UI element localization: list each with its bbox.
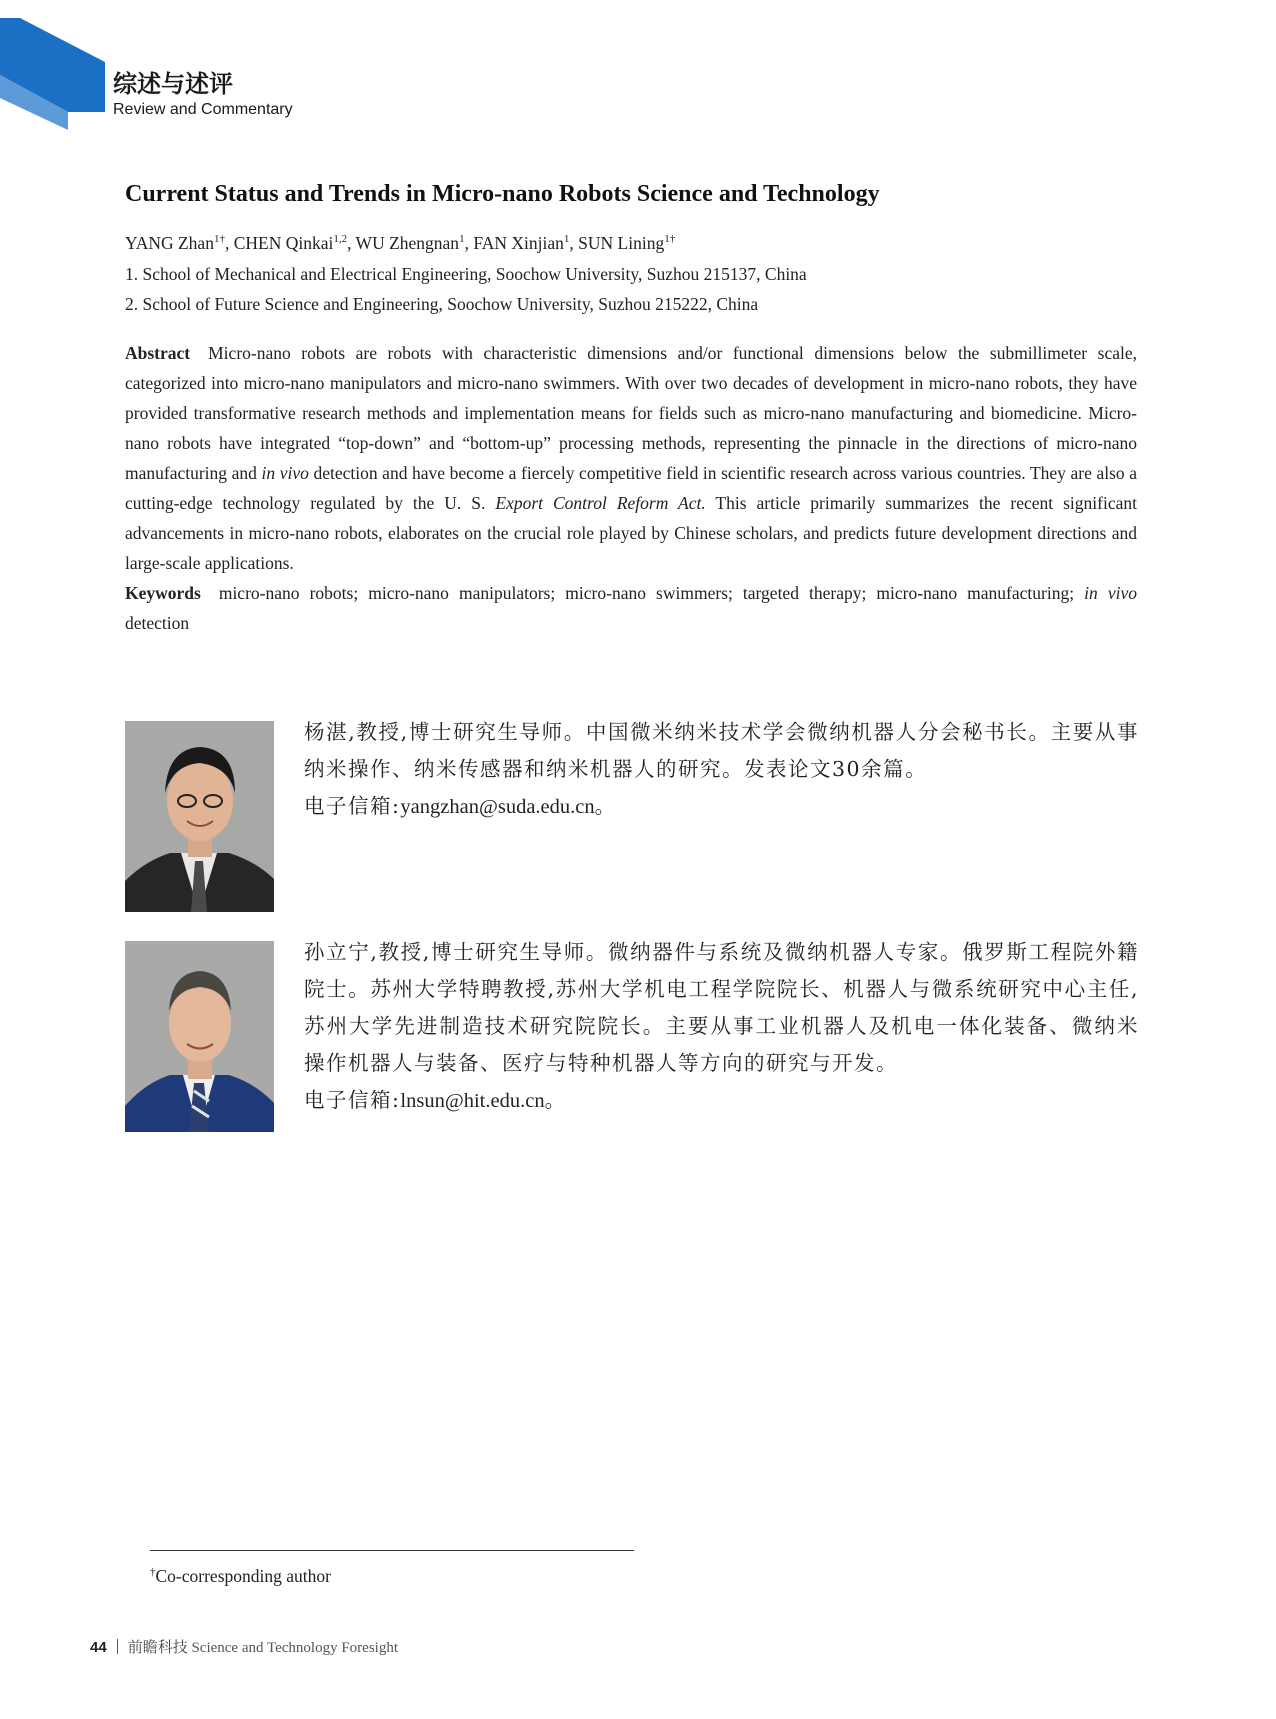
section-heading [113,70,293,120]
author-name: FAN Xinjian [473,233,564,253]
abstract-text: Micro-nano robots are robots with characteristic dimensions and/or functional dimensions below the submillimeter scale, categorized into micro-nano manipulators and micro-nano swimmers. With over two decades of development in micro-nano robots, they have provided transformative research methods and implementation means for fields such as micro-nano manufacturing and biomedicine. Micro-nano robots have integrated “top-down” and “bottom-up” processing methods, representing the pinnacle in the directions of micro-nano manufacturing and [125,343,1137,483]
corner-decoration [0,0,130,130]
journal-name-zh: 前瞻科技 [127,1638,188,1656]
abstract [125,338,1137,638]
keywords-italic: in vivo [1084,583,1137,603]
author-bio-yang [304,714,1139,826]
author-name: CHEN Qinkai [233,233,334,253]
author-affil-mark: 1 [459,233,465,246]
author-separator: , [569,233,579,253]
abstract-text: This article primarily summarizes the recent significant advancements in micro-nano robots, elaborates on the crucial role played by Chinese scholars, and predicts future development directions and large-scale applications. [125,493,1137,573]
abstract-italic: in vivo [261,463,309,483]
footnote-rule [150,1550,634,1551]
author-separator: , [224,233,234,253]
page-number: 44 [90,1639,107,1656]
abstract-italic: Export Control Reform Act. [495,493,706,513]
abstract-text: detection and have become a fiercely competitive field in scientific research across various countries. They are also a cutting-edge technology regulated by the U. S. [125,463,1137,513]
bio-email: lnsun@hit.edu.cn。 [400,1090,566,1112]
abstract-label: Abstract [125,343,191,363]
footnote-mark: † [150,1566,156,1579]
bio-text: 杨湛,教授,博士研究生导师。中国微米纳米技术学会微纳机器人分会秘书长。主要从事纳米操作、纳米传感器和纳米机器人的研究。发表论文30余篇。 [304,720,1139,781]
section-title-en: Review and Commentary [113,101,293,118]
bio-email-label: 电子信箱: [304,1088,401,1112]
footnote-text: Co-corresponding author [155,1566,331,1586]
bio-email: yangzhan@suda.edu.cn。 [400,796,616,818]
author-affil-mark: 1† [213,233,225,246]
bio-text: 孙立宁,教授,博士研究生导师。微纳器件与系统及微纳机器人专家。俄罗斯工程院外籍院士。苏州大学特聘教授,苏州大学机电工程学院院长、机器人与微系统研究中心主任,苏州大学先进制造技术研究院院长。主要从事工业机器人及机电一体化装备、微纳米操作机器人与装备、医疗与特种机器人等方向的研究与开发。 [304,940,1139,1075]
footnote [150,1566,331,1587]
keywords-text: micro-nano robots; micro-nano manipulators; micro-nano swimmers; targeted therapy; micro-nano manufacturing; [218,583,1085,603]
author-name: YANG Zhan [125,233,214,253]
author-affil-mark: 1 [563,233,570,246]
author-separator: , [347,233,356,253]
section-title-zh: 综述与述评 [113,70,233,98]
journal-name-en: Science and Technology Foresight [191,1640,398,1656]
author-bio-sun [304,934,1139,1120]
keywords-label: Keywords [125,583,201,603]
keywords-text: detection [125,613,190,633]
affiliation-2: 2. School of Future Science and Engineering, Soochow University, Suzhou 215222, China [125,294,759,314]
author-affil-mark: 1† [664,233,676,246]
page-footer [90,1636,398,1657]
author-list [125,233,675,254]
bio-email-label: 电子信箱: [304,794,401,818]
author-photo-yang [125,721,274,912]
author-name: WU Zhengnan [355,233,460,253]
author-name: SUN Lining [578,233,665,253]
author-affil-mark: 1,2 [333,233,348,246]
author-separator: , [464,233,474,253]
footer-divider [117,1639,118,1654]
affiliation-1: 1. School of Mechanical and Electrical Engineering, Soochow University, Suzhou 215137, China [125,264,807,284]
paper-title: Current Status and Trends in Micro-nano Robots Science and Technology [125,181,880,207]
author-photo-sun [125,941,274,1132]
